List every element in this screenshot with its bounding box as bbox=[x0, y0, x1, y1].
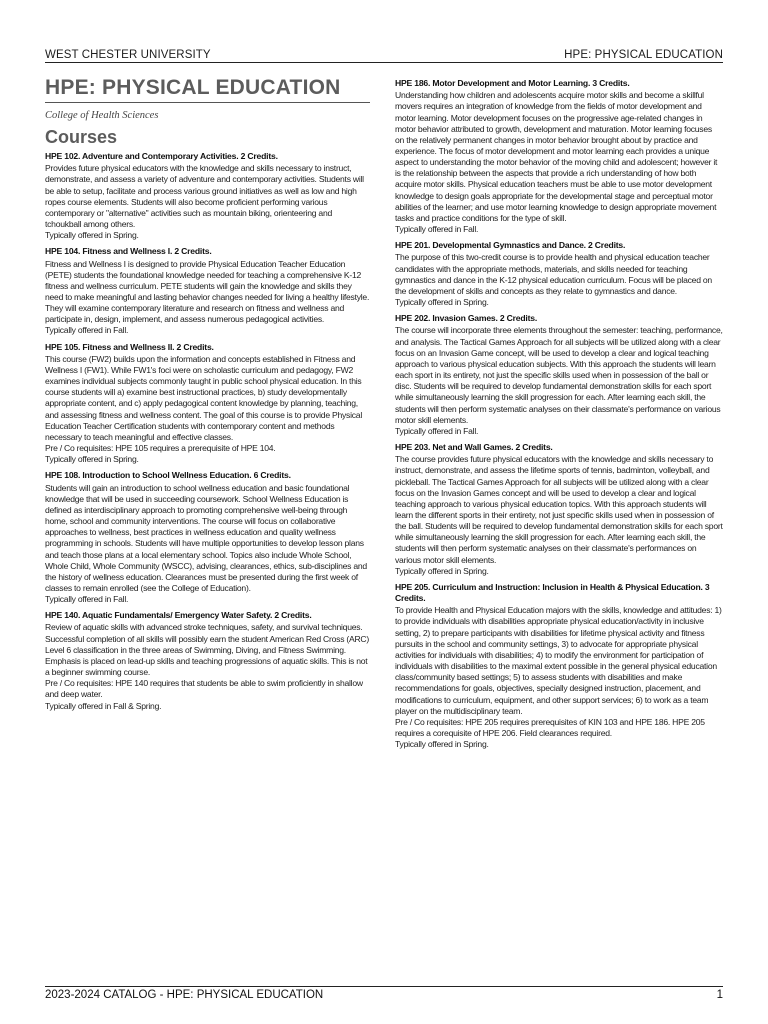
course-description: To provide Health and Physical Education majors with the skills, knowledge and attitudes: 1) to provide individuals with disabilities appropriate physical education/activity in inclusive setting, 2) to prepare participants with disabilities for lifetime physical activity and fitness pursuits in the school and community settings, 3) to advocate for appropriate physical activities for individuals with disabilities; 4) to modify the environment for participation of individuals with disabilities to the maximal extent possible in the general physical education class/community based settings; 5) to assess students with disabilities and make recommendations for goals, objectives, specially designed instruction, placement, and modifications to curriculum, equipment, and other support services; 6) to work as a team player on the multidisciplinary team. bbox=[395, 605, 722, 716]
course-offered: Typically offered in Fall & Spring. bbox=[45, 700, 162, 711]
course-offered: Typically offered in Fall. bbox=[395, 425, 479, 436]
course-description: The course will incorporate three elements throughout the semester: teaching, performance, and analysis. The Tactical Games Approach for all subjects will be utilized along with a clear focus on an Invasion Game concept, will be used to develop a clear and logical teaching approach to various physical education subjects. With this approach the students will learn each sport in its entirety, not just the specific skills used when in possession of the ball or disc. Students will be required to develop fundamental demonstration skills for each sport while simultaneously learning the skill progression for each. After learning each skill, the students will then perform systematic analyses on their classmate's performance on various motor skill elements. bbox=[395, 325, 723, 425]
course-requisites: Pre / Co requisites: HPE 205 requires prerequisites of KIN 103 and HPE 186. HPE 205 requires a corequisite of HPE 206. Field clearances required. bbox=[395, 716, 705, 739]
course-title: HPE 205. Curriculum and Instruction: Inclusion in Health & Physical Education. 3 Credits. bbox=[395, 581, 710, 604]
course-description: Review of aquatic skills with advanced stroke techniques, safety, and survival techniques. Successful completion of all skills will possibly earn the student American Red Cross (ARC) Level 6 classification in the three areas of Swimming, Diving, and Fitness Swimming. Emphasis is placed on lead-up skills and teaching progressions of aquatic skills. This is not a beginner swimming course. bbox=[45, 622, 369, 678]
course-entry-hpe-108 bbox=[45, 470, 370, 605]
course-title: HPE 203. Net and Wall Games. 2 Credits. bbox=[395, 441, 553, 452]
course-title: HPE 104. Fitness and Wellness I. 2 Credits. bbox=[45, 246, 212, 257]
course-description: Fitness and Wellness I is designed to provide Physical Education Teacher Education (PETE) students the foundational knowledge needed for teaching a comprehensive K-12 fitness and wellness curriculum. PETE students will gain the knowledge and skills they need to make meaningful and lasting behavior changes needed for living a healthy lifestyle. They will examine contemporary literature and research on fitness and wellness and participate in, design, implement, and assess numerous pedagogical activities. bbox=[45, 258, 370, 325]
course-offered: Typically offered in Spring. bbox=[395, 565, 489, 576]
course-entry-hpe-205 bbox=[395, 582, 723, 750]
course-title: HPE 201. Developmental Gymnastics and Dance. 2 Credits. bbox=[395, 240, 626, 251]
courses-heading: Courses bbox=[45, 127, 118, 147]
course-offered: Typically offered in Spring. bbox=[395, 297, 489, 308]
running-footer bbox=[45, 986, 723, 1001]
course-title: HPE 202. Invasion Games. 2 Credits. bbox=[395, 313, 538, 324]
course-entry-hpe-186 bbox=[395, 78, 723, 235]
header-section: HPE: PHYSICAL EDUCATION bbox=[564, 49, 723, 61]
course-offered: Typically offered in Spring. bbox=[45, 230, 139, 241]
course-title: HPE 186. Motor Development and Motor Learning. 3 Credits. bbox=[395, 78, 630, 88]
course-entry-hpe-203 bbox=[395, 442, 723, 577]
header-university: WEST CHESTER UNIVERSITY bbox=[45, 49, 211, 61]
course-entry-hpe-105 bbox=[45, 342, 370, 466]
course-title: HPE 105. Fitness and Wellness II. 2 Credits. bbox=[45, 341, 214, 352]
course-entry-hpe-202 bbox=[395, 313, 723, 437]
right-column bbox=[395, 78, 723, 755]
course-description: The purpose of this two-credit course is to provide health and physical education teacher candidates with the appropriate methods, materials, and skills needed for teaching gymnastics and dance in the K-12 physical education curriculum. Focus will be placed on the development of skills and concepts as they relate to gymnastics and dance. bbox=[395, 252, 712, 296]
running-header bbox=[45, 43, 723, 61]
course-entry-hpe-201 bbox=[395, 240, 723, 308]
course-offered: Typically offered in Spring. bbox=[45, 454, 139, 465]
course-offered: Typically offered in Fall. bbox=[395, 224, 479, 235]
course-entry-hpe-140 bbox=[45, 610, 370, 711]
college-name: College of Health Sciences bbox=[45, 110, 159, 121]
course-offered: Typically offered in Spring. bbox=[395, 739, 489, 750]
course-title: HPE 102. Adventure and Contemporary Activities. 2 Credits. bbox=[45, 151, 278, 161]
page-title: HPE: PHYSICAL EDUCATION bbox=[45, 76, 370, 103]
course-requisites: Pre / Co requisites: HPE 140 requires that students be able to swim proficiently in shallow and deep water. bbox=[45, 678, 363, 700]
course-entry-hpe-102 bbox=[45, 151, 370, 241]
header-rule bbox=[45, 62, 723, 63]
footer-catalog: 2023-2024 CATALOG - HPE: PHYSICAL EDUCATION bbox=[45, 989, 324, 1001]
course-title: HPE 108. Introduction to School Wellness Education. 6 Credits. bbox=[45, 470, 291, 481]
course-description: The course provides future physical educators with the knowledge and skills necessary to instruct, demonstrate, and assess the lifetime sports of tennis, badminton, volleyball, and pickleball. The Tactical Games Approach for all subjects will be utilized along with a clear focus on the Invasion Games concept and will be used to develop a clear and logical teaching approach to various physical education topics. With this approach students will learn the different sports in their entirety, not just specific skills used when in possession of the ball. Students will be required to develop fundamental demonstration skills for each sport while simultaneously learning the skill progression for each. After learning each skill, the students will then perform systematic analyses on their classmate's performances on various motor skill elements. bbox=[395, 454, 723, 565]
course-description: Provides future physical educators with the knowledge and skills necessary to instruct, demonstrate, and assess a variety of adventure and contemporary activities. Students will be able to setup, facilitate and process various ground initiatives as well as low and high ropes course elements. Students will also become proficient performing various contemporary or "alternative" activities such as mountain biking, orienteering and tchoukball among others. bbox=[45, 163, 364, 229]
page-number: 1 bbox=[716, 989, 723, 1001]
course-title: HPE 140. Aquatic Fundamentals/ Emergency Water Safety. 2 Credits. bbox=[45, 610, 312, 621]
course-description: This course (FW2) builds upon the information and concepts established in Fitness and Wellness I (FW1). While FW1's foci were on scholastic curriculum and pedagogy, FW2 examines individual subjects commonly taught in public school physical education. In this course students will a) examine best instructional practices, b) study developmentally appropriate content, and c) apply pedagogical content knowledge by planning, teaching, and assessing fitness and wellness content. The goal of this course is to provide Physical Education Teacher Certification students with contemporary content and methods necessary to teach meaningful and effective classes. bbox=[45, 353, 362, 442]
course-requisites: Pre / Co requisites: HPE 105 requires a prerequisite of HPE 104. bbox=[45, 443, 276, 454]
course-description: Students will gain an introduction to school wellness education and basic foundational knowledge that will be used in succeeding coursework. School Wellness Education is defined as interdisciplinary approach to promoting comprehensive well-being through home, school and community interventions. The course will focus on collaborative approaches to wellness, best practices in wellness education and quality wellness programming in schools. Students will have multiple opportunities to develop lesson plans and teach those plans at a local elementary school. Topics also include Whole School, Whole Child, Whole Community (WSCC), advising, clearances, ethics, sub-disciplines and the history of wellness education. Clearances must be presented during the first week of classes to remain enrolled (see the College of Education). bbox=[45, 482, 367, 593]
course-offered: Typically offered in Fall. bbox=[45, 594, 129, 605]
course-entry-hpe-104 bbox=[45, 246, 370, 336]
left-column bbox=[45, 76, 370, 717]
course-offered: Typically offered in Fall. bbox=[45, 325, 129, 336]
course-description: Understanding how children and adolescents acquire motor skills and become a skillful movers requires an integration of knowledge from the fields of motor development and motor learning. Motor development focuses on the progressive age-related changes in motor behavior attributed to growth, development and maturation. Motor learning focuses on the relatively permanent changes in motor behavior brought about by practice and experience. The focus of motor development and motor learning each provides a unique aspect to understanding the motor behavior of the moving child and adolescent; however it is the relationship between the aspects that provide a rich understanding of how both acquire motor skills. Physical education teachers must be able to use motor development knowledge to design goals appropriate for the developmental stage and perceptual motor abilities of the learner; and use motor learning knowledge to design appropriate movement tasks and practice conditions for the type of skill. bbox=[395, 90, 718, 223]
